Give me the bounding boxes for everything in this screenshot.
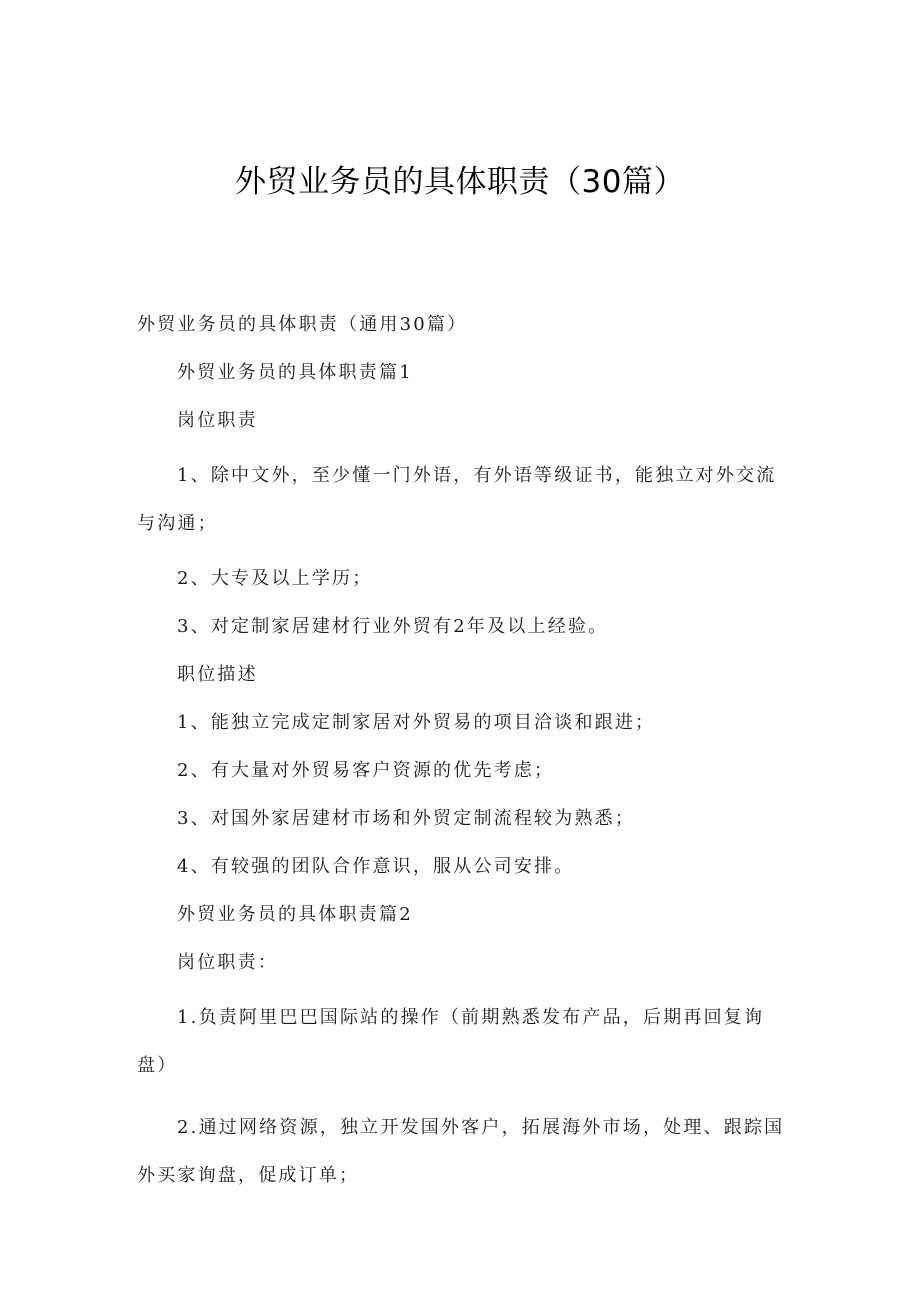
document-title: 外贸业务员的具体职责（30篇） <box>235 164 685 200</box>
paragraph-item: 3、对定制家居建材行业外贸有2年及以上经验。 <box>177 616 609 637</box>
paragraph-heading: 岗位职责： <box>177 952 278 973</box>
paragraph-item: 2、有大量对外贸易客户资源的优先考虑； <box>177 760 555 781</box>
paragraph-heading: 职位描述 <box>177 664 258 685</box>
paragraph-item: 4、有较强的团队合作意识，服从公司安排。 <box>177 856 575 877</box>
paragraph-subtitle: 外贸业务员的具体职责（通用30篇） <box>137 314 468 335</box>
paragraph-item: 1、能独立完成定制家居对外贸易的项目洽谈和跟进； <box>177 712 656 733</box>
paragraph-item: 3、对国外家居建材市场和外贸定制流程较为熟悉； <box>177 808 636 829</box>
document-body <box>137 308 787 1214</box>
paragraph-section-heading: 外贸业务员的具体职责篇1 <box>177 362 413 383</box>
paragraph-heading: 岗位职责 <box>177 410 258 431</box>
paragraph-item: 2.通过网络资源，独立开发国外客户，拓展海外市场，处理、跟踪国外买家询盘，促成订单； <box>137 1117 785 1186</box>
paragraph-item: 2、大专及以上学历； <box>177 568 373 589</box>
paragraph-item: 1、除中文外，至少懂一门外语，有外语等级证书，能独立对外交流与沟通； <box>137 465 777 534</box>
paragraph-section-heading: 外贸业务员的具体职责篇2 <box>177 904 413 925</box>
paragraph-item: 1.负责阿里巴巴国际站的操作（前期熟悉发布产品，后期再回复询盘） <box>137 1007 765 1076</box>
